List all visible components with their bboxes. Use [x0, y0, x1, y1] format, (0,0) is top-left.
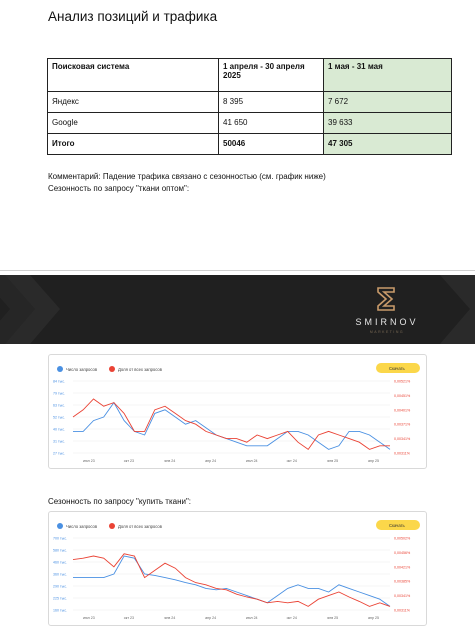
x-tick-label: июл 23 — [83, 616, 95, 620]
brand-name: SMIRNOV — [355, 317, 419, 327]
y-left-tick-label: 580 тыс. — [53, 548, 68, 553]
y-left-tick-label: 31 тыс. — [53, 439, 66, 444]
y-left-tick-label: 40 тыс. — [53, 427, 66, 432]
y-right-tick-label: 0,00311% — [394, 608, 410, 613]
y-right-tick-label: 0,00341% — [394, 594, 411, 599]
table-header-cell: 1 апреля - 30 апреля 2025 — [219, 59, 324, 92]
x-tick-label: апр 25 — [368, 459, 379, 463]
y-left-tick-label: 27 тыс. — [53, 451, 66, 456]
legend-label: Доля от всех запросов — [118, 367, 162, 372]
x-tick-label: янв 25 — [327, 459, 339, 463]
y-left-tick-label: 160 тыс. — [53, 608, 68, 613]
table-cell: 39 633 — [324, 113, 452, 134]
y-right-tick-label: 0,00401% — [394, 408, 411, 413]
traffic-table — [47, 58, 452, 155]
table-total-row — [48, 134, 452, 155]
seasonality-label-2: Сезонность по запросу "купить ткани": — [48, 497, 192, 506]
x-tick-label: янв 25 — [327, 616, 339, 620]
y-right-tick-label: 0,00371% — [394, 422, 411, 427]
legend-marker — [109, 523, 115, 529]
table-cell: 8 395 — [219, 92, 324, 113]
table-cell: 7 672 — [324, 92, 452, 113]
table-cell: 47 305 — [324, 134, 452, 155]
x-tick-label: апр 24 — [205, 459, 217, 463]
seasonality-label-1: Сезонность по запросу "ткани оптом": — [48, 183, 190, 193]
table-cell: Итого — [48, 134, 219, 155]
table-cell: 50046 — [219, 134, 324, 155]
page-divider — [0, 270, 475, 271]
x-tick-label: окт 23 — [123, 616, 134, 620]
table-row — [48, 92, 452, 113]
y-left-tick-label: 225 тыс. — [53, 596, 68, 601]
y-right-tick-label: 0,00385% — [394, 579, 411, 584]
x-tick-label: окт 24 — [286, 616, 297, 620]
series-line — [73, 399, 390, 449]
x-tick-label: апр 25 — [368, 616, 379, 620]
legend-marker — [57, 366, 63, 372]
x-tick-label: апр 24 — [205, 616, 217, 620]
seasonality-chart-1 — [48, 354, 427, 469]
y-left-tick-label: 290 тыс. — [53, 584, 68, 589]
comment-block — [48, 171, 326, 194]
y-left-tick-label: 52 тыс. — [53, 415, 66, 420]
y-right-tick-label: 0,00502% — [394, 536, 411, 541]
table-cell: Google — [48, 113, 219, 134]
x-tick-label: июл 24 — [245, 616, 258, 620]
brand-tagline: MARKETING — [369, 330, 405, 334]
y-right-tick-label: 0,00311% — [394, 451, 410, 456]
table-cell: 41 650 — [219, 113, 324, 134]
legend-label: Число запросов — [66, 367, 98, 372]
y-right-tick-label: 0,00451% — [394, 393, 411, 398]
y-right-tick-label: 0,00421% — [394, 565, 411, 570]
legend-marker — [57, 523, 63, 529]
x-tick-label: июл 23 — [83, 459, 95, 463]
y-left-tick-label: 79 тыс. — [53, 391, 66, 396]
y-left-tick-label: 63 тыс. — [53, 403, 66, 408]
x-tick-label: янв 24 — [164, 616, 176, 620]
series-line — [73, 556, 390, 606]
table-cell: Яндекс — [48, 92, 219, 113]
chart-svg — [49, 355, 426, 468]
y-right-tick-label: 0,00456% — [394, 550, 411, 555]
chart-svg — [49, 512, 426, 625]
legend-label: Доля от всех запросов — [118, 524, 162, 529]
table-header-row — [48, 59, 452, 92]
table-row — [48, 113, 452, 134]
y-right-tick-label: 0,00521% — [394, 379, 411, 384]
seasonality-chart-2 — [48, 511, 427, 626]
x-tick-label: июл 24 — [245, 459, 258, 463]
x-tick-label: окт 24 — [286, 459, 297, 463]
legend-label: Число запросов — [66, 524, 98, 529]
page-title: Анализ позиций и трафика — [48, 9, 218, 24]
y-left-tick-label: 700 тыс. — [53, 536, 68, 541]
table-header-cell: Поисковая система — [48, 59, 219, 92]
y-left-tick-label: 360 тыс. — [53, 572, 68, 577]
y-left-tick-label: 460 тыс. — [53, 560, 68, 565]
comment-text: Комментарий: Падение трафика связано с сезонностью (см. график ниже) — [48, 172, 326, 181]
legend-marker — [109, 366, 115, 372]
y-right-tick-label: 0,00341% — [394, 437, 411, 442]
y-left-tick-label: 84 тыс. — [53, 379, 66, 384]
x-tick-label: янв 24 — [164, 459, 176, 463]
download-button-label: Скачать — [389, 523, 405, 528]
table-header-cell: 1 мая - 31 мая — [324, 59, 452, 92]
download-button-label: Скачать — [389, 366, 405, 371]
smirnov-logo-icon — [372, 286, 400, 314]
x-tick-label: окт 23 — [123, 459, 134, 463]
